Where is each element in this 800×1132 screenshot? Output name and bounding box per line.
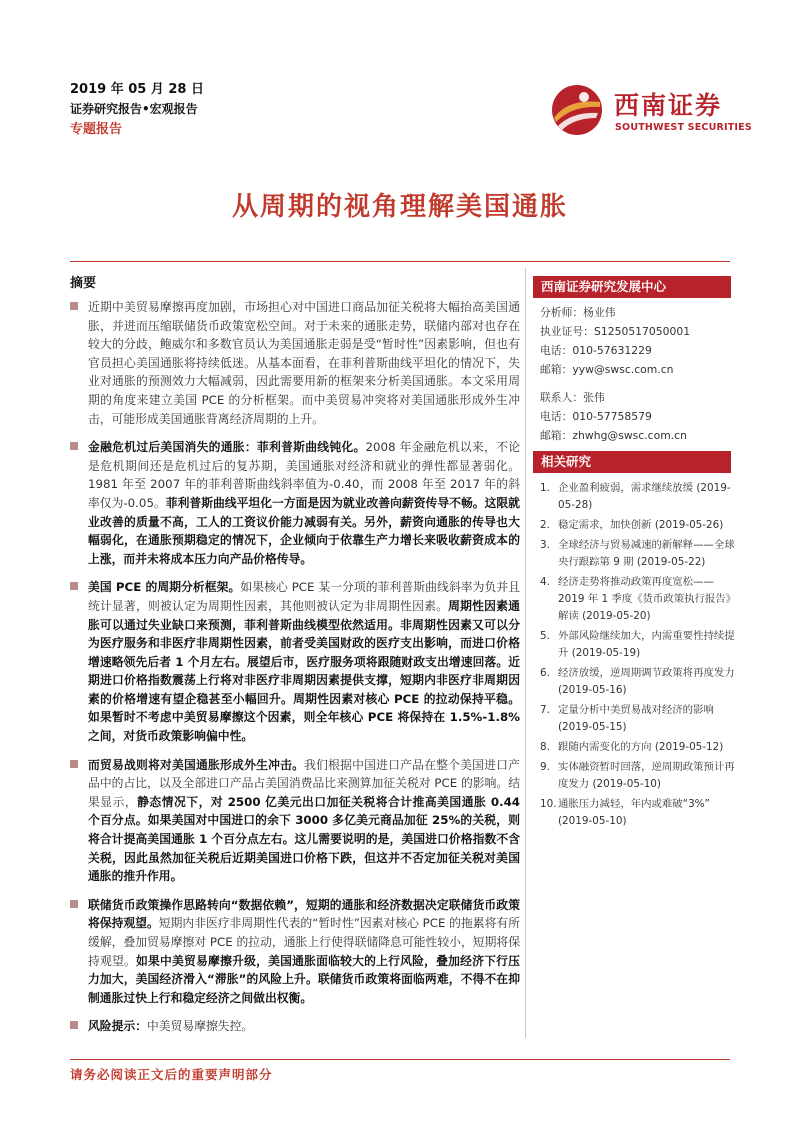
abstract-body <box>70 298 520 1046</box>
related-item[interactable]: 8. 跟随内需变化的方向 (2019-05-12) <box>540 741 724 753</box>
square-bullet-icon <box>70 302 78 310</box>
contact-phone: 电话：010-57758579 <box>540 410 652 423</box>
paragraph-lead: 而贸易战则将对美国通胀形成外生冲击。 <box>88 757 305 772</box>
related-item[interactable]: 2. 稳定需求，加快创新 (2019-05-26) <box>540 519 724 531</box>
paragraph-lead: 美国 PCE 的周期分析框架。 <box>88 580 241 595</box>
related-item[interactable]: 6. 经济放缓，逆周期调节政策将再度发力 (2019-05-16) <box>540 667 735 696</box>
related-item[interactable]: 3. 全球经济与贸易减速的新解释——全球央行跟踪第 9 期 (2019-05-22) <box>540 539 735 568</box>
abstract-paragraph <box>70 1017 520 1036</box>
paragraph-lead: 金融危机过后美国消失的通胀：菲利普斯曲线钝化。 <box>88 440 366 455</box>
page-title: 从周期的视角理解美国通胀 <box>231 192 568 222</box>
abstract-paragraph <box>70 298 520 428</box>
paragraph-text: 如果核心 PCE 某一分项的菲利普斯曲线斜率为负并且统计显著，则被认定为周期性因素，其他则被认定为非周期性因素。 <box>88 580 521 613</box>
report-type: 证券研究报告•宏观报告 <box>70 102 198 116</box>
related-item[interactable]: 1. 企业盈利疲弱，需求继续放缓 (2019-05-28) <box>540 482 731 511</box>
paragraph-text: 2008 年金融危机以来，不论是危机期间还是危机过后的复苏期，美国通胀对经济和就业的弹性都显著弱化。1981 年至 2007 年的菲利普斯曲线斜率值为-0.40，而 2008 年至 2017 年的斜率仅为-0.05。 <box>88 440 520 510</box>
top-divider <box>70 261 730 262</box>
logo-cn-name: 西南证券 <box>614 91 723 120</box>
abstract-paragraph <box>70 438 520 568</box>
report-date: 2019 年 05 月 28 日 <box>70 82 204 97</box>
bottom-divider <box>70 1059 730 1060</box>
abstract-heading: 摘要 <box>70 276 97 291</box>
paragraph-text: 我们根据中国进口产品在整个美国进口产品中的占比，以及全部进口产品占美国消费品比来测算加征关税对 PCE 的影响。结果显示， <box>88 757 520 809</box>
paragraph-bold: 静态情况下，对 2500 亿美元出口加征关税将合计推高美国通胀 0.44 个百分点。如果美国对中国进口的余下 3000 多亿美元商品加征 25%的关税，则将合计提高美国通胀 1 个百分点左右。这儿需要说明的是，美国进口价格指数不含关税，因此虽然加征关税后近期美国进口价格下跌，但这并不否定加征关税对美国通胀的推升作用。 <box>88 794 520 884</box>
paragraph-bold: 菲利普斯曲线平坦化一方面是因为就业改善向薪资传导不畅。这限就业改善的质量不高，工人的工资议价能力减弱有关。另外，薪资向通胀的传导也大幅弱化，在通胀预期稳定的情况下，企业倾向于依靠生产力增长来吸收薪资成本的上涨，而并未将成本压力向产品价格传导。 <box>88 495 520 566</box>
column-divider <box>525 268 526 1038</box>
paragraph-bold: 周期性因素通胀可以通过失业缺口来预测，菲利普斯曲线模型依然适用。非周期性因素又可以分为医疗服务和非医疗非周期性因素，前者受美国财政的医疗支出影响，而进口价格增速略领先后者 1 个月左右。展望后市，医疗服务项将跟随财政支出增速回落。近期进口价格指数震荡上行将对非医疗非周期因素提供支撑，短期内非医疗非周期因素的价格增速有望企稳甚至小幅回升。周期性因素对核心 PCE 的拉动保持平稳。如果暂时不考虑中美贸易摩擦这个因素，则全年核心 PCE 将保持在 1.5%-1.8%之间，对货币政策影响偏中性。 <box>88 598 520 744</box>
contact-email[interactable]: 邮箱：zhwhg@swsc.com.cn <box>540 429 687 442</box>
analyst-phone: 电话：010-57631229 <box>540 344 652 357</box>
paragraph-lead: 风险提示： <box>88 1019 147 1034</box>
report-header <box>70 80 204 141</box>
company-logo <box>548 82 752 138</box>
paragraph-text: 短期内非医疗非周期性代表的“暂时性”因素对核心 PCE 的拖累将有所缓解，叠加贸易摩擦对 PCE 的拉动，通胀上行使得联储降息可能性较小，短期将保持观望。 <box>88 916 520 968</box>
analyst-name: 分析师：杨业伟 <box>540 306 616 319</box>
square-bullet-icon <box>70 442 78 450</box>
analyst-contact-block <box>540 303 730 445</box>
related-item[interactable]: 10. 通胀压力减轻，年内或难破“3%” (2019-05-10) <box>540 798 710 827</box>
research-center-heading: 西南证券研究发展中心 <box>533 276 731 298</box>
square-bullet-icon <box>70 1021 78 1029</box>
related-item[interactable]: 9. 实体融资暂时回落，逆周期政策预计再度发力 (2019-05-10) <box>540 761 735 790</box>
paragraph-text: 中美贸易摩擦失控。 <box>147 1019 254 1034</box>
analyst-email[interactable]: 邮箱：yyw@swsc.com.cn <box>540 363 674 376</box>
abstract-paragraph <box>70 756 520 886</box>
analyst-license: 执业证号：S1250517050001 <box>540 325 691 338</box>
logo-en-name: SOUTHWEST SECURITIES <box>615 122 752 133</box>
paragraph-bold: 如果中美贸易摩擦升级，美国通胀面临较大的上行风险，叠加经济下行压力加大，美国经济滑入“滞胀”的风险上升。联储货币政策将面临两难，不得不在抑制通胀过快上行和稳定经济之间做出权衡。 <box>88 953 520 1005</box>
logo-mark-icon <box>548 82 606 138</box>
square-bullet-icon <box>70 582 78 590</box>
related-item[interactable]: 7. 定量分析中美贸易战对经济的影响 (2019-05-15) <box>540 704 714 733</box>
contact-name: 联系人：张伟 <box>540 391 605 404</box>
square-bullet-icon <box>70 900 78 908</box>
related-research-list <box>540 480 735 833</box>
abstract-paragraph <box>70 896 520 1008</box>
square-bullet-icon <box>70 760 78 768</box>
related-item[interactable]: 4. 经济走势将推动政策再度宽松——2019 年 1 季度《货币政策执行报告》解读 (2019-05-20) <box>540 576 731 622</box>
paragraph-lead: 联储货币政策操作思路转向“数据依赖”，短期的通胀和经济数据决定联储货币政策将保持观望。 <box>88 897 520 931</box>
related-research-heading: 相关研究 <box>533 451 731 473</box>
paragraph-text: 近期中美贸易摩擦再度加剧，市场担心对中国进口商品加征关税将大幅抬高美国通胀，并进而压缩联储货币政策宽松空间。对于未来的通胀走势，联储内部对也存在较大的分歧，鲍威尔和多数官员认为美国通胀走弱是受“暂时性”因素影响，但也有官员担心美国通胀将持续低迷。从基本面看，在菲利普斯曲线平坦化的情况下，失业对通胀的预测效力大幅减弱，因此需要用新的框架来分析美国通胀。本文采用周期的角度来建立美国 PCE 的分析框架。而中美贸易冲突将对美国通胀形成外生冲击，可能形成美国通胀背离经济周期的上升。 <box>88 300 520 426</box>
abstract-paragraph <box>70 578 520 745</box>
related-item[interactable]: 5. 外部风险继续加大，内需重要性持续提升 (2019-05-19) <box>540 630 735 659</box>
disclaimer-note: 请务必阅读正文后的重要声明部分 <box>70 1067 273 1082</box>
report-kind: 专题报告 <box>70 122 123 137</box>
